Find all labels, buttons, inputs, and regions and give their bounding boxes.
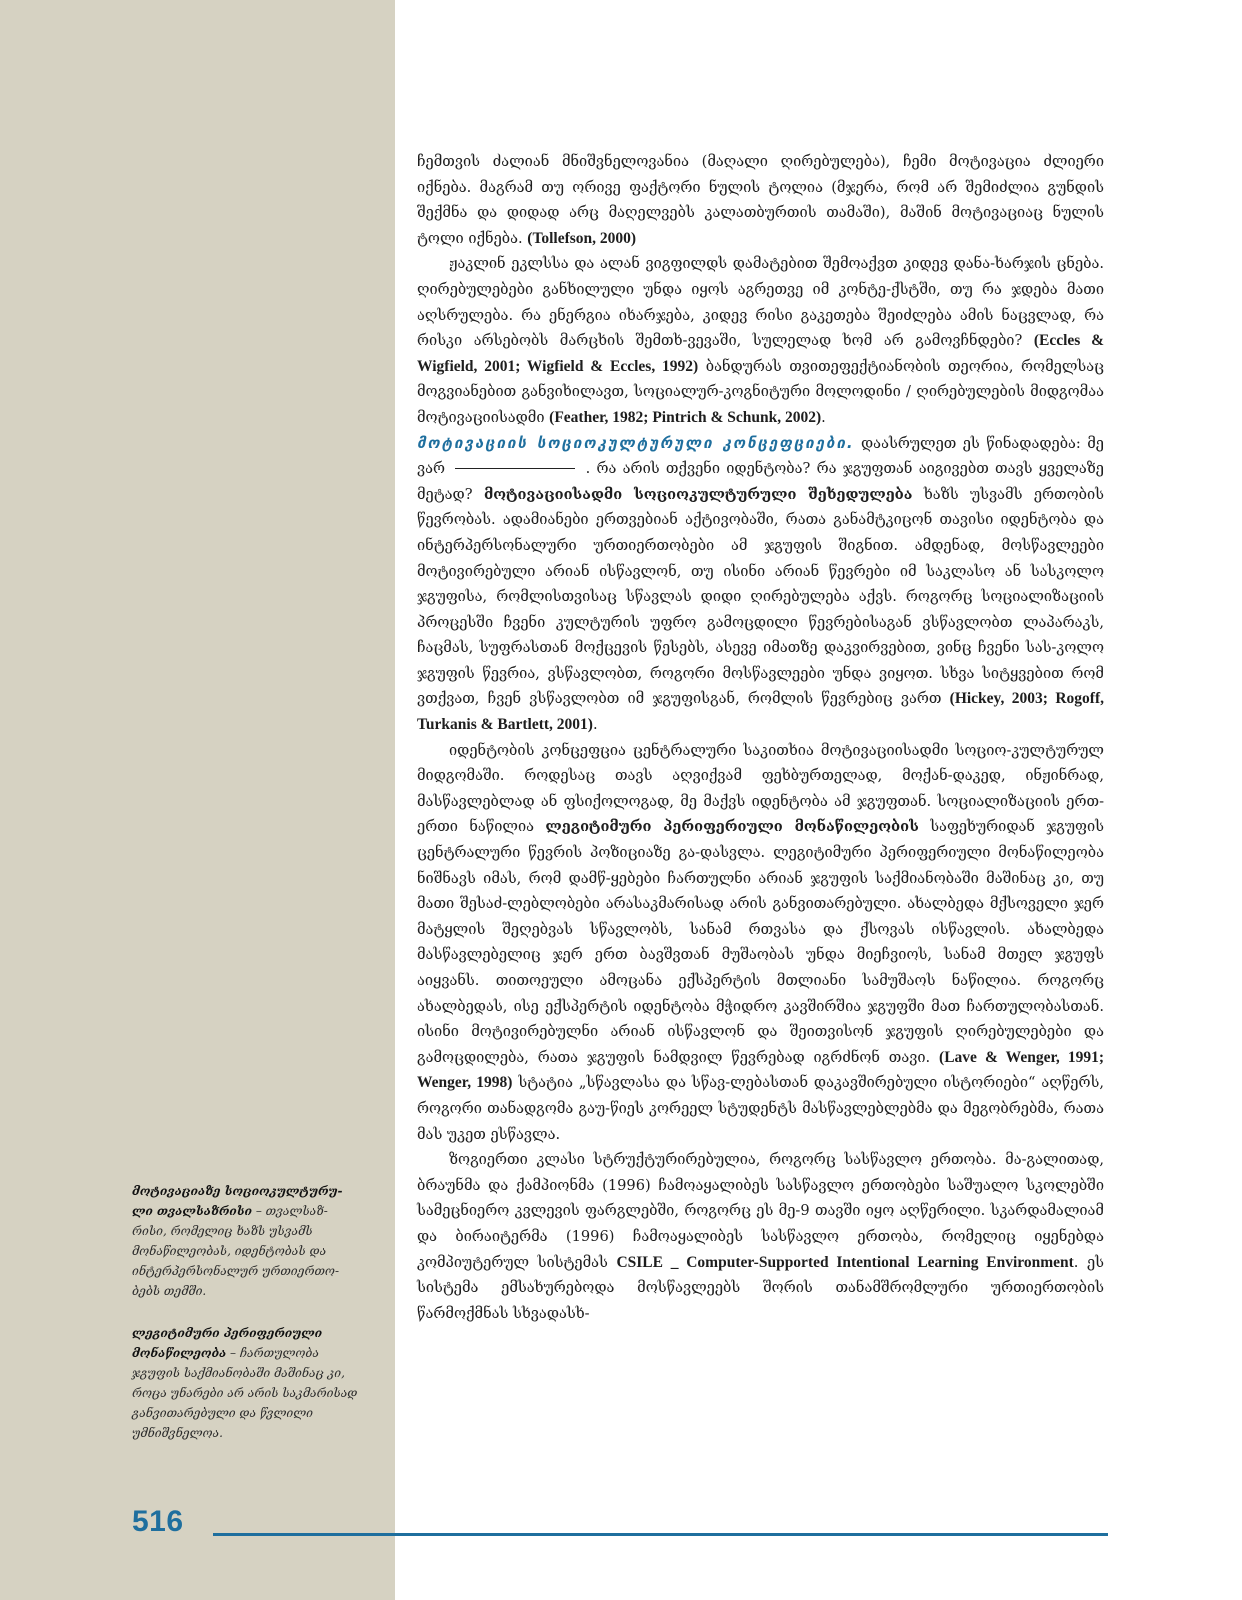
text-run: .	[821, 408, 826, 426]
margin-note-legitimate-peripheral	[132, 1323, 362, 1443]
text-run: ჩემთვის ძალიან მნიშვნელოვანია (მაღალი ღირებულება), ჩემი მოტივაცია ძლიერი იქნება. მაგრამ თუ ორივე ფაქტორი ნულის ტოლია (მჯერა, რომ არ შემიძლია გუნდის შექმნა და დიდად არც მაღელვებს კალათბურთის თამაში), მაშინ მოტივაციაც ნულის ტოლი იქნება.	[417, 153, 1104, 247]
text-run: ხაზს უსვამს ერთობის წევრობას. ადამიანები ერთვებიან აქტივობაში, რათა განამტკიცონ თავისი იდენტობა და ინტერპერსონალური ურთიერთობები ამ ჯგუფის შიგნით. ამდენად, მოსწავლეები მოტივირებული არიან ისწავლონ, თუ ისინი არიან წევრები იმ საკლასო ან სასკოლო ჯგუფისა, რომლისთვისაც სწავლას დიდი ღირებულება აქვს. როგორც სოციალიზაციის პროცესში ჩვენი კულტურის უფრო გამოცდილი წევრებისაგან ვსწავლობთ ლაპარაკს, ჩაცმას, სუფრასთან მოქცევის წესებს, ასევე იმათზე დაკვირვებით, ვინც ჩვენი სას-კოლო ჯგუფის წევრია, ვსწავლობთ, როგორი მოსწავლეები უნდა ვიყოთ. სხვა სიტყვებით რომ ვთქვათ, ჩვენ ვსწავლობთ იმ ჯგუფისგან, რომლის წევრებიც ვართ	[417, 485, 1105, 708]
text-run: ჟაკლინ ეკლსსა და ალან ვიგფილდს დამატებით შემოაქვთ კიდევ დანა-ხარჯის ცნება. ღირებულებები განხილული უნდა იყოს აგრეთვე იმ კონტე-ქსტში, თუ რა ჯდება მათი აღსრულება. რა ენერგია იხარჯება, კიდევ რისი გაკეთება შეიძლება ამის ნაცვლად, რა რისკი არსებობს მარცხის შემთხ-ვევაში, სულელად ხომ არ გამოვჩნდები?	[417, 255, 1104, 350]
page-number: 516	[132, 1505, 184, 1538]
citation: CSILE _ Computer-Supported Intentional Learning Environment	[616, 1253, 1074, 1271]
citation: (Feather, 1982; Pintrich & Schunk, 2002)	[549, 408, 822, 426]
paragraph-3	[417, 431, 1104, 738]
text-run: .	[592, 716, 598, 734]
text-run: ზოგიერთი კლასი სტრუქტურირებულია, როგორც სასწავლო ერთობა. მა-გალითად, ბრაუნმა და ქამპიონმა (1996) ჩამოაყალიბეს სასწავლო ერთობები საშუალო სკოლებში სამეცნიერო კვლევის ფარგლებში, როგორც ეს მე-9 თავში იყო აღწერილი. სკარდამალიამ და ბირაიტერმა (1996) ჩამოაყალიბეს სასწავლო ერთობა, რომელიც იყენებდა კომპიუტერულ სისტემას	[417, 1151, 1104, 1271]
text-run: საფეხურიდან ჯგუფის ცენტრალური წევრის პოზიციაზე გა-დასვლა. ლეგიტიმური პერიფერიული მონაწილეობა ნიშნავს იმას, რომ დამწ-ყებები ჩართულნი არიან ჯგუფის საქმიანობაში მაშინაც კი, თუ მათი შესაძ-ლებლობები არასაკმარისად არის განვითარებული. ახალბედა მქსოველი ჯერ მატყლის შეღებვას სწავლობს, სანამ რთვასა და ქსოვას ისწავლის. ახალბედა მასწავლებელიც ჯერ ერთ ბავშვთან მუშაობას უნდა მიეჩვიოს, სანამ მთელ ჯგუფს აიყვანს. თითოეული ამოცანა ექსპერტის მთლიანი სამუშაოს ნაწილია. როგორც ახალბედას, ისე ექსპერტის იდენტობა მჭიდრო კავშირშია ჯგუფში მათ ჩართულობასთან. ისინი მოტივირებულნი არიან ისწავლონ და შეითვისონ ჯგუფის ღირებულებები და გამოცდილება, რათა ჯგუფის ნამდვილ წევრებად იგრძნონ თავი.	[417, 818, 1104, 1066]
key-term: ლეგიტიმური პერიფერიული მონაწილეობის	[545, 818, 919, 836]
citation: (Lave & Wenger, 1991; Wenger, 1998)	[417, 1048, 1105, 1092]
paragraph-2	[417, 251, 1104, 430]
text-run: იდენტობის კონცეფცია ცენტრალური საკითხია მოტივაციისადმი სოციო-კულტურულ მიდგომაში. როდესაც თავს აღვიქვამ ფეხბურთელად, მოქან-დაკედ, ინჟინრად, მასწავლებლად ან ფსიქოლოგად, მე მაქვს იდენტობა ამ ჯგუფთან. სოციალიზაციის ერთ-ერთი ნაწილია	[417, 741, 1104, 836]
text-run: . ეს სისტემა ემსახურებოდა მოსწავლეებს შორის თანამშრომლური ურთიერთობის წარმოქმნას სხვადასხ-	[417, 1253, 1105, 1322]
text-run: . რა არის თქვენი იდენტობა? რა ჯგუფთან აიგივებთ თავს ყველაზე მეტად?	[417, 460, 1104, 503]
margin-note-term: მოტივაციაზე სოციოკულტურუ-ლი თვალსაზრისი	[132, 1184, 343, 1218]
key-term: მოტივაციისადმი სოციოკულტურული შეხედულება	[483, 485, 913, 503]
margin-note-term: ლეგიტიმური პერიფერიული მონაწილეობა	[132, 1326, 323, 1360]
margin-note-definition: – თვალსაზ-რისი, რომელიც ხაზს უსვამს მონაწილეობას, იდენტობას და ინტერპერსონალურ ურთიერთო-ბებს თემში.	[132, 1204, 340, 1298]
citation: (Hickey, 2003; Rogoff, Turkanis & Bartlett, 2001)	[417, 690, 1104, 734]
citation: (Eccles & Wigfield, 2001; Wigfield & Eccles, 1992)	[417, 332, 1105, 375]
citation: (Tollefson, 2000)	[527, 229, 637, 247]
paragraph-5	[417, 1147, 1104, 1326]
fill-in-blank	[455, 467, 575, 469]
paragraph-4	[417, 738, 1104, 1148]
main-text	[417, 149, 1104, 1326]
text-run: სტატია „სწავლასა და სწავ-ლებასთან დაკავშირებული ისტორიები“ აღწერს, როგორი თანადგომა გაუ-წიეს კორეელ სტუდენტს მასწავლებლებმა და მეგობრებმა, რათა მას უკეთ ესწავლა.	[417, 1074, 1104, 1143]
paragraph-1	[417, 149, 1104, 251]
text-run: დაასრულეთ ეს წინადადება: მე ვარ	[417, 434, 1104, 478]
margin-note-sociocultural	[132, 1181, 362, 1301]
section-heading: მოტივაციის სოციოკულტურული კონცეფციები.	[417, 433, 855, 452]
margin-note-definition: – ჩართულობა ჯგუფის საქმიანობაში მაშინაც კი, როცა უნარები არ არის საკმარისად განვითარებული და წვლილი უმნიშვნელოა.	[132, 1346, 358, 1440]
text-run: ბანდურას თვითეფექტიანობის თეორია, რომელსაც მოგვიანებით განვიხილავთ, სოციალურ-კოგნიტური მოლოდინი / ღირებულების მიდგომაა მოტივაციისადმი	[417, 357, 1105, 426]
margin-notes	[132, 1181, 362, 1465]
footer-rule	[213, 1533, 1108, 1536]
